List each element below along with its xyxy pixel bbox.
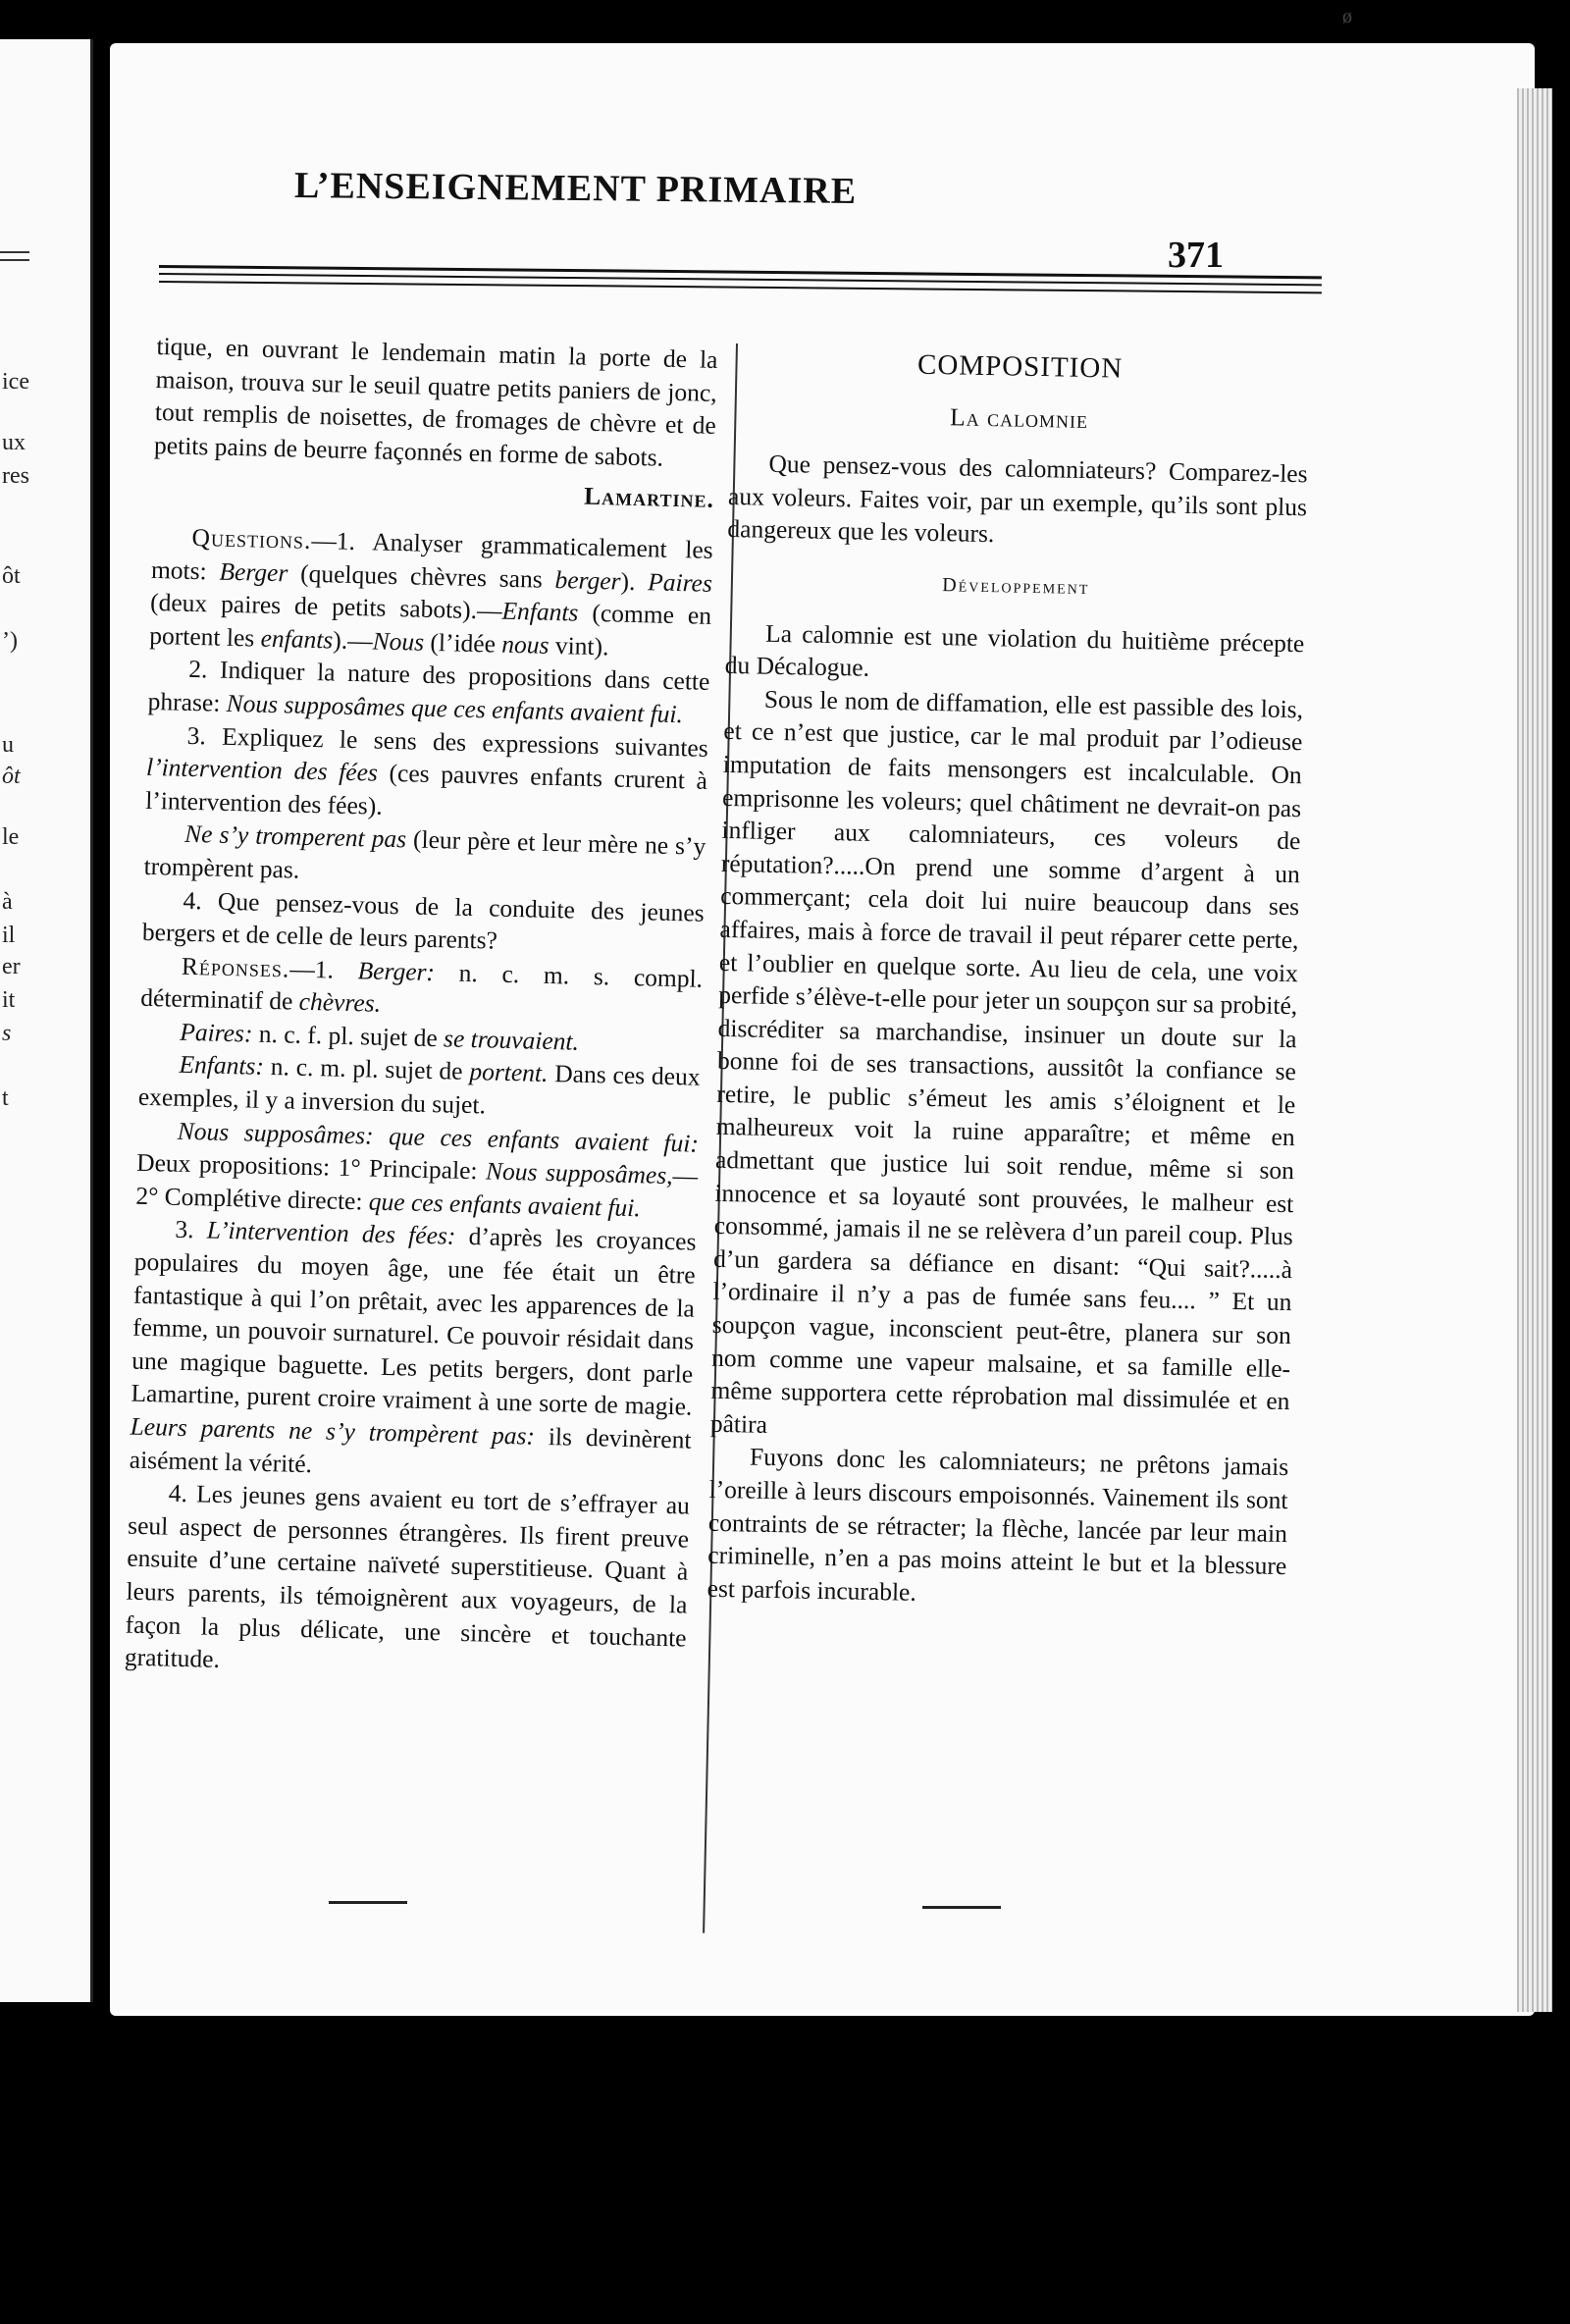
answer-3: 3. L’intervention des fées: d’après les croyances populaires du moyen âge, une fée était un être fantastique à qui l’on prêtait, avec les apparences de la femme, un pouvoir surnaturel. Ce pouvoir résidait dans une magique baguette. Les petits bergers, dont parle Lamartine, purent croire vraiment à une sorte de magie. Leurs parents ne s’y trompèrent pas: ils devinèrent aisément la vérité. [129,1215,697,1478]
page-stack-edge [1517,88,1552,2012]
margin-fragment: t [2,1085,9,1111]
answer-paires: Paires: n. c. f. pl. sujet de se trouvaient. [179,1017,580,1056]
development-paragraph-2: Sous le nom de diffamation, elle est passible des lois, et ce n’est que justice, car le mal produit par l’odieuse imputation de faits mensongers est incalculable. On emprisonne les voleurs; quel châtiment ne devrait-on pas infliger aux calomniateurs, ces voleurs de réputation?.....On prend une somme d’argent à un commerçant; cela doit lui nuire beaucoup dans ses affaires, mais à force de travail il peut réparer cette perte, et l’oublier en quelque sorte. Au lieu de cela, une voix perfide s’élève-t-elle pour jeter un soupçon sur sa probité, discréditer sa marchandise, insinuer un doute sur la bonne foi de ses transactions, aussitôt la confiance se retire, le public s’émeut les amis s’éloignent et le malheureux voit la ruine apparaître; et même en admettant que justice lui soit rendue, même si son innocence et sa loyauté sont prouvées, le malheur est consommé, jamais il ne se relèvera d’un pareil coup. Plus d’un gardera sa défiance en disant: “Qui sait?.....à l’ordinaire il n’y a pas de fumée sans feu.... ” Et un soupçon vague, inconscient peut-être, planera sur son nom comme une vapeur malsaine, et sa famille elle-même supportera cette réprobation mal dissimulée et en pâtira [709,684,1304,1439]
margin-fragment: ice [2,369,29,395]
corner-mark: ø [1342,6,1352,27]
answer-2: Nous supposâmes: que ces enfants avaient fui: Deux propositions: 1° Principale: Nous supposâmes,—2° Complétive directe: que ces enfants avaient fui. [135,1116,700,1223]
answer-4: 4. Les jeunes gens avaient eu tort de s’effrayer au seul aspect de personnes étrangères. Ils firent preuve ensuite d’une certaine naïveté superstitieuse. Quant à leurs parents, ils témoignèrent aux voyageurs, de la façon la plus délicate, une sincère et touchante gratitude. [124,1478,691,1674]
development-paragraph-1: La calomnie est une violation du huitième précepte du Décalogue. [724,618,1305,682]
question-1: Questions.—1. Analyser grammaticalement les mots: Berger (quelques chèvres sans berger). Paires (deux paires de petits sabots).—Enfants (comme en portent les enfants).—Nous (l’idée nous vint). [149,522,714,661]
margin-fragment: u [2,732,14,758]
margin-fragment: it [2,987,16,1013]
passage-ending: tique, en ouvrant le lendemain matin la porte de la maison, trouva sur le seuil quatre petits paniers de jonc, tout remplis de noisettes, de fromages de chèvre et de petits pains de beurre façonnés en forme de sabots. [153,331,718,472]
question-3: 3. Expliquez le sens des expressions suivantes l’intervention des fées (ces pauvres enfants crurent à l’intervention des fées). [144,720,709,820]
margin-fragment: ôt [2,764,21,789]
right-column-end-rule [922,1906,1001,1909]
composition-prompt: Que pensez-vous des calomniateurs? Comparez-les aux voleurs. Faites voir, par un exemple, qu’ils sont plus dangereux que les voleurs. [727,449,1308,549]
margin-fragment: le [2,824,20,850]
left-page-rule [0,251,29,253]
margin-fragment: er [2,954,21,979]
development-paragraph-3: Fuyons donc les calomniateurs; ne prêtons jamais l’oreille à leurs discours empoisonnés. Vainement ils sont contraints de se rétracter; la flèche, lancée par leur main criminelle, n’en a pas moins atteint le but et la blessure est parfois incurable. [706,1442,1289,1607]
author-signature: Lamartine. [583,482,715,514]
running-head: L’ENSEIGNEMENT PRIMAIRE [293,165,858,212]
margin-fragment: s [2,1021,12,1046]
margin-fragment: à [2,889,13,915]
margin-fragment: res [2,463,29,489]
margin-fragment: ux [2,430,26,455]
question-4: 4. Que pensez-vous de la conduite des jeunes bergers et de celle de leurs parents? [141,885,706,955]
answer-enfants: Enfants: n. c. m. pl. sujet de portent. Dans ces deux exemples, il y a inversion du sujet. [137,1050,701,1120]
margin-fragment: il [2,923,16,948]
question-3-continued: Ne s’y tromperent pas (leur père et leur mère ne s’y trompèrent pas. [143,819,706,884]
composition-title: COMPOSITION [916,348,1124,385]
margin-fragment: ôt [2,563,21,589]
page-number: 371 [1168,235,1224,276]
left-page-rule [0,259,29,261]
previous-page-edge [0,39,93,2002]
question-2: 2. Indiquer la nature des propositions dans cette phrase: Nous supposâmes que ces enfants avaient fui. [147,655,710,729]
left-column [125,330,718,1687]
development-heading: Développement [942,574,1090,600]
answer-1: Réponses.—1. Berger: n. c. m. s. compl. déterminatif de chèvres. [140,951,704,1019]
margin-fragment: ’) [2,628,18,654]
left-column-end-rule [329,1901,407,1904]
composition-subtitle: La calomnie [949,401,1089,434]
right-column [706,345,1310,1615]
answers-label: Réponses. [181,951,290,983]
questions-label: Questions. [191,522,312,555]
